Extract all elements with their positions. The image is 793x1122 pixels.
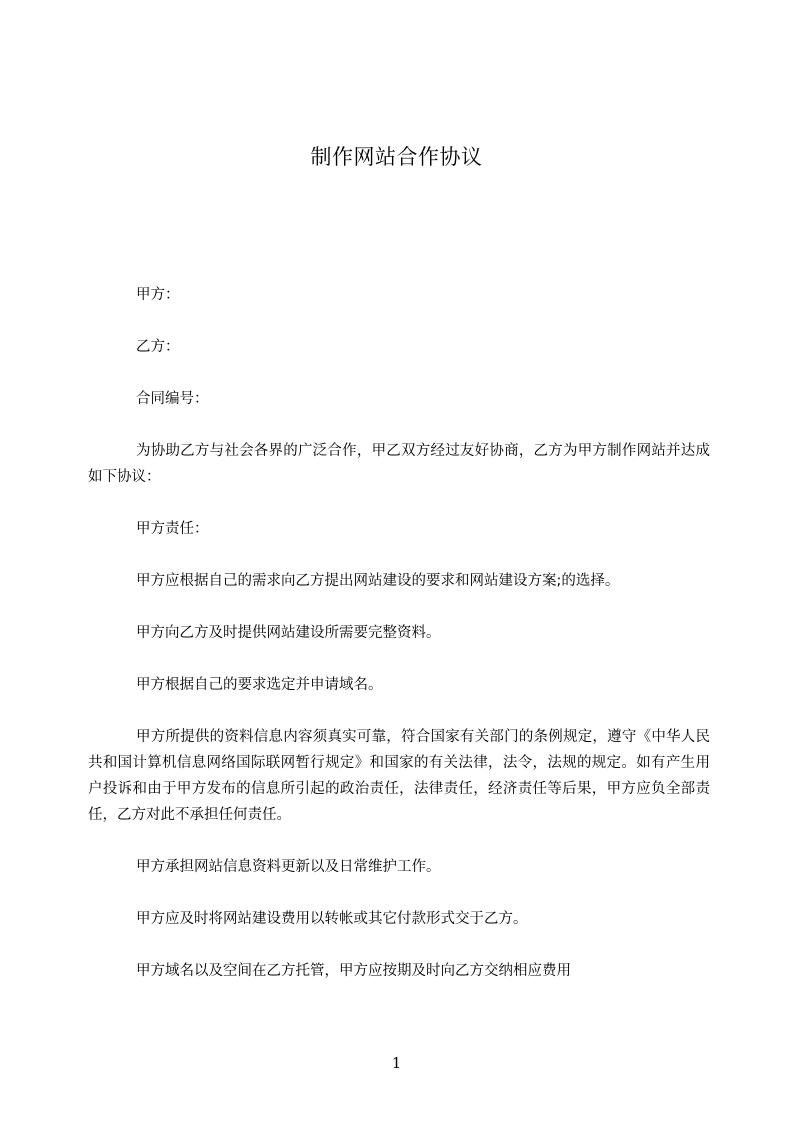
duty-paragraph: 甲方承担网站信息资料更新以及日常维护工作。: [136, 859, 441, 875]
duty-paragraph: 甲方所提供的资料信息内容须真实可靠，符合国家有关部门的条例规定，遵守《中华人民共和国计算机信息网络国际联网暂行规定》和国家的有关法律，法令，法规的规定。如有产生用户投诉和由于甲方发布的信息所引起的政治责任，法律责任，经济责任等后果，甲方应负全部责任，乙方对此不承担任何责任。: [88, 729, 710, 823]
contract-number-line: 合同编号：: [136, 391, 209, 407]
page-number: 1: [391, 1054, 402, 1072]
document-body: [88, 282, 710, 1010]
duty-paragraph: 甲方应及时将网站建设费用以转帐或其它付款形式交于乙方。: [136, 911, 528, 927]
duty-paragraph: 甲方应根据自己的需求向乙方提出网站建设的要求和网站建设方案;的选择。: [136, 573, 620, 589]
party-b-line: 乙方：: [136, 339, 180, 355]
duty-paragraph: 甲方域名以及空间在乙方托管，甲方应按期及时向乙方交纳相应费用: [136, 963, 571, 979]
duty-paragraph: 甲方向乙方及时提供网站建设所需要完整资料。: [136, 625, 441, 641]
duty-paragraph: 甲方根据自己的要求选定并申请域名。: [136, 677, 383, 693]
party-a-line: 甲方：: [136, 287, 180, 303]
document-title: 制作网站合作协议: [310, 145, 483, 169]
intro-paragraph: 为协助乙方与社会各界的广泛合作，甲乙双方经过友好协商，乙方为甲方制作网站并达成如下协议：: [88, 443, 710, 485]
party-a-duties-heading: 甲方责任：: [136, 521, 209, 537]
